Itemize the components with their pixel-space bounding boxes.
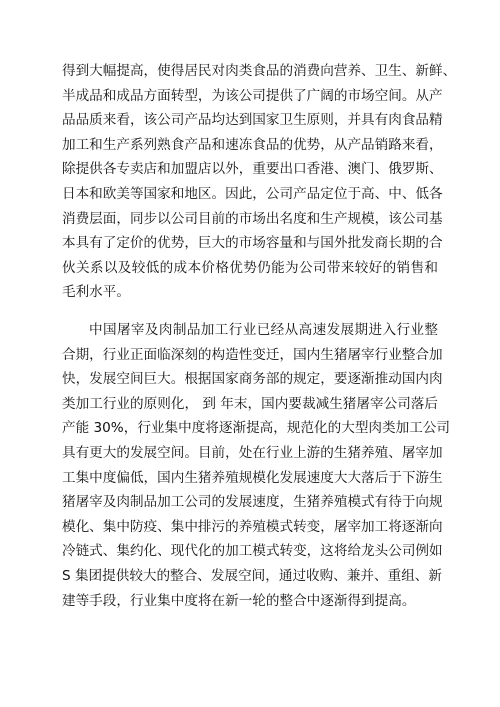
paragraph-1-line: 除提供各专卖店和加盟店以外，重要出口香港、澳门、俄罗斯、 [62,161,443,178]
paragraph-2-line: 产能 30%，行业集中度将逐渐提高，规范化的大型肉类加工公司 [62,420,450,437]
paragraph-1-line: 本具有了定价的优势，巨大的市场容量和与国外批发商长期的合 [62,235,443,252]
paragraph-1-line: 加工和生产系列熟食产品和速冻食品的优势，从产品销路来看， [62,136,443,153]
paragraph-1 [62,59,457,305]
paragraph-2-line: 模化、集中防疫、集中排污的养殖模式转变，屠宰加工将逐渐向 [62,518,443,535]
paragraph-1-line: 伙关系以及较低的成本价格优势仍能为公司带来较好的销售和 [62,259,438,276]
paragraph-1-line: 毛利水平。 [62,284,130,301]
paragraph-2-line: 猪屠宰及肉制品加工公司的发展速度，生猪养殖模式有待于向规 [62,494,443,511]
paragraph-2-line: 类加工行业的原则化， 到 年末，国内要裁减生猪屠宰公司落后 [62,395,438,412]
paragraph-1-line: 日本和欧美等国家和地区。因此，公司产品定位于高、中、低各 [62,185,443,202]
paragraph-1-line: 得到大幅提高，使得居民对肉类食品的消费向营养、卫生、新鲜、 [62,63,457,79]
paragraph-2-line: S 集团提供较大的整合、发展空间，通过收购、兼并、重组、新 [62,567,442,584]
paragraph-2-line: 建等手段，行业集中度将在新一轮的整合中逐渐得到提高。 [62,592,416,609]
paragraph-1-line: 消费层面，同步以公司目前的市场出名度和生产规模，该公司基 [62,210,443,227]
paragraph-2-line: 合期，行业正面临深刻的构造性变迁，国内生猪屠宰行业整合加 [62,346,443,363]
paragraph-2-line: 快，发展空间巨大。根据国家商务部的规定，要逐渐推动国内肉 [62,371,443,388]
paragraph-2-line: 具有更大的发展空间。目前，处在行业上游的生猪养殖、屠宰加 [62,444,443,461]
paragraph-2-line: 冷链式、集约化、现代化的加工模式转变，这将给龙头公司例如 [62,543,443,560]
paragraph-2 [62,318,450,613]
paragraph-2-line: 工集中度偏低，国内生猪养殖规模化发展速度大大落后于下游生 [62,469,443,486]
paragraph-2-line: 中国屠宰及肉制品加工行业已经从高速发展期进入行业整 [89,322,438,338]
paragraph-1-line: 半成品和成品方面转型，为该公司提供了广阔的市场空间。从产 [62,87,443,104]
paragraph-1-line: 品品质来看，该公司产品均达到国家卫生原则，并具有肉食品精 [62,112,443,129]
